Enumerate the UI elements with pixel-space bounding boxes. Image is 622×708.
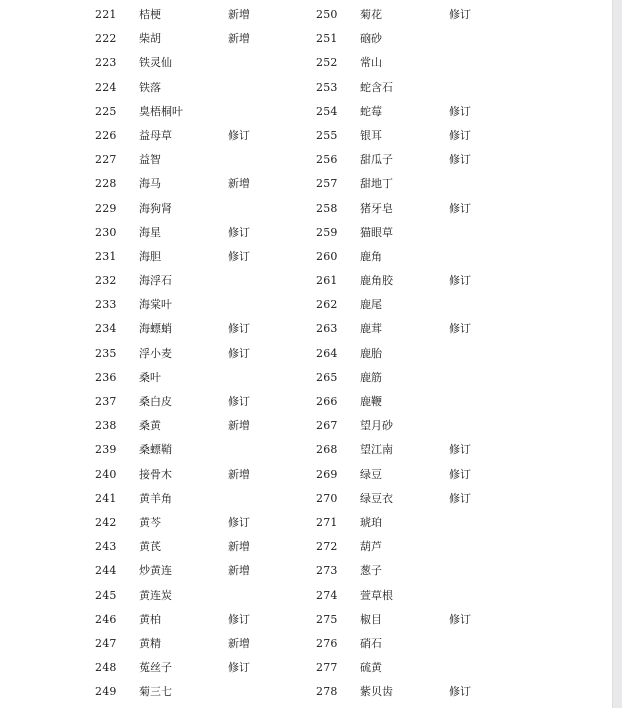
herb-name: 鹿茸 (360, 322, 382, 336)
vertical-scrollbar[interactable] (612, 0, 622, 708)
row-number: 232 (95, 274, 117, 288)
status-label: 修订 (449, 443, 471, 457)
row-number: 276 (316, 636, 338, 650)
herb-name: 接骨木 (139, 467, 172, 481)
row-number: 265 (316, 370, 338, 384)
herb-name: 海狗肾 (139, 201, 172, 215)
herb-name: 鹿角胶 (360, 274, 393, 288)
row-number: 234 (95, 322, 117, 336)
row-number: 268 (316, 443, 338, 457)
row-number: 237 (95, 395, 117, 408)
row-number: 251 (316, 32, 338, 46)
herb-name: 望江南 (360, 443, 393, 457)
herb-name: 常山 (360, 56, 382, 70)
row-number: 252 (316, 56, 338, 70)
row-number: 256 (316, 153, 338, 167)
herb-name: 铁灵仙 (139, 56, 172, 70)
herb-name: 桑黄 (139, 419, 161, 433)
row-number: 235 (95, 346, 117, 360)
status-label: 修订 (228, 395, 250, 408)
herb-name: 臭梧桐叶 (139, 104, 183, 118)
row-number: 226 (95, 128, 117, 142)
herb-name: 黄连炭 (139, 588, 172, 602)
row-number: 273 (316, 564, 338, 578)
row-number: 231 (95, 249, 117, 263)
row-number: 264 (316, 346, 338, 360)
herb-name: 蛇含石 (360, 80, 393, 94)
row-number: 271 (316, 515, 338, 529)
row-number: 242 (95, 515, 117, 529)
row-number: 253 (316, 80, 338, 94)
herb-name: 鹿胎 (360, 346, 382, 360)
status-label: 新增 (228, 419, 250, 433)
row-number: 257 (316, 177, 338, 191)
row-number: 267 (316, 419, 338, 433)
herb-name: 鹿角 (360, 249, 382, 263)
herb-name: 黄羊角 (139, 491, 172, 505)
status-label: 修订 (449, 612, 471, 626)
row-number: 230 (95, 225, 117, 239)
herb-name: 硝石 (360, 636, 382, 650)
row-number: 238 (95, 419, 117, 433)
herb-name: 绿豆衣 (360, 491, 393, 505)
row-number: 258 (316, 201, 338, 215)
herb-name: 黄精 (139, 636, 161, 650)
herb-name: 鹿筋 (360, 370, 382, 384)
status-label: 新增 (228, 32, 250, 46)
row-number: 222 (95, 32, 117, 46)
herb-name: 黄芩 (139, 515, 161, 529)
herb-name: 海胆 (139, 249, 161, 263)
row-number: 246 (95, 612, 117, 626)
row-number: 233 (95, 298, 117, 312)
herb-name: 海棠叶 (139, 298, 172, 312)
status-label: 修订 (228, 661, 250, 675)
row-number: 239 (95, 443, 117, 457)
status-label: 修订 (449, 128, 471, 142)
herb-name: 铁落 (139, 80, 161, 94)
row-number: 221 (95, 8, 117, 21)
status-label: 修订 (228, 612, 250, 626)
row-number: 244 (95, 564, 117, 578)
herb-name: 海马 (139, 177, 161, 191)
row-number: 277 (316, 661, 338, 675)
herb-name: 海螵蛸 (139, 322, 172, 336)
status-label: 修订 (449, 467, 471, 481)
herb-name: 萱草根 (360, 588, 393, 602)
status-label: 修订 (449, 685, 471, 699)
row-number: 224 (95, 80, 117, 94)
status-label: 新增 (228, 540, 250, 554)
herb-name: 海浮石 (139, 274, 172, 288)
herb-name: 葱子 (360, 564, 382, 578)
status-label: 新增 (228, 8, 250, 21)
row-number: 275 (316, 612, 338, 626)
herb-name: 黄芪 (139, 540, 161, 554)
row-number: 266 (316, 395, 338, 408)
herb-name: 海星 (139, 225, 161, 239)
row-number: 245 (95, 588, 117, 602)
herb-name: 猪牙皂 (360, 201, 393, 215)
herb-name: 椒目 (360, 612, 382, 626)
row-number: 261 (316, 274, 338, 288)
row-number: 243 (95, 540, 117, 554)
row-number: 278 (316, 685, 338, 699)
status-label: 修订 (228, 346, 250, 360)
herb-name: 硇砂 (360, 32, 382, 46)
status-label: 修订 (449, 153, 471, 167)
herb-name: 黄柏 (139, 612, 161, 626)
row-number: 249 (95, 685, 117, 699)
herb-name: 浮小麦 (139, 346, 172, 360)
status-label: 修订 (449, 274, 471, 288)
herb-name: 鹿鞭 (360, 395, 382, 408)
row-number: 255 (316, 128, 338, 142)
row-number: 250 (316, 8, 338, 21)
herb-name: 益母草 (139, 128, 172, 142)
row-number: 228 (95, 177, 117, 191)
herb-name: 益智 (139, 153, 161, 167)
row-number: 260 (316, 249, 338, 263)
herb-name: 柴胡 (139, 32, 161, 46)
row-number: 270 (316, 491, 338, 505)
herb-name: 甜地丁 (360, 177, 393, 191)
row-number: 262 (316, 298, 338, 312)
status-label: 新增 (228, 564, 250, 578)
status-label: 修订 (228, 322, 250, 336)
row-number: 227 (95, 153, 117, 167)
row-number: 223 (95, 56, 117, 70)
herb-name: 硫黄 (360, 661, 382, 675)
herb-name: 绿豆 (360, 467, 382, 481)
herb-name: 菊三七 (139, 685, 172, 699)
herb-name: 蛇莓 (360, 104, 382, 118)
status-label: 修订 (449, 104, 471, 118)
herb-name: 桔梗 (139, 8, 161, 21)
status-label: 修订 (449, 201, 471, 215)
status-label: 修订 (449, 322, 471, 336)
row-number: 229 (95, 201, 117, 215)
herb-name: 桑叶 (139, 370, 161, 384)
row-number: 236 (95, 370, 117, 384)
herb-name: 紫贝齿 (360, 685, 393, 699)
row-number: 247 (95, 636, 117, 650)
row-number: 240 (95, 467, 117, 481)
status-label: 修订 (449, 491, 471, 505)
herb-name: 葫芦 (360, 540, 382, 554)
herb-name: 琥珀 (360, 515, 382, 529)
herb-name: 炒黄连 (139, 564, 172, 578)
row-number: 274 (316, 588, 338, 602)
herb-name: 望月砂 (360, 419, 393, 433)
row-number: 248 (95, 661, 117, 675)
row-number: 241 (95, 491, 117, 505)
row-number: 225 (95, 104, 117, 118)
herb-name: 鹿尾 (360, 298, 382, 312)
status-label: 新增 (228, 467, 250, 481)
herb-name: 菟丝子 (139, 661, 172, 675)
herb-name: 猫眼草 (360, 225, 393, 239)
status-label: 修订 (228, 128, 250, 142)
status-label: 新增 (228, 636, 250, 650)
herb-name: 桑螵鞘 (139, 443, 172, 457)
herb-name: 甜瓜子 (360, 153, 393, 167)
herb-name: 桑白皮 (139, 395, 172, 408)
row-number: 263 (316, 322, 338, 336)
row-number: 269 (316, 467, 338, 481)
status-label: 修订 (449, 8, 471, 21)
row-number: 272 (316, 540, 338, 554)
row-number: 259 (316, 225, 338, 239)
herb-name: 银耳 (360, 128, 382, 142)
row-number: 254 (316, 104, 338, 118)
status-label: 修订 (228, 249, 250, 263)
status-label: 修订 (228, 225, 250, 239)
status-label: 修订 (228, 515, 250, 529)
status-label: 新增 (228, 177, 250, 191)
herb-name: 菊花 (360, 8, 382, 21)
